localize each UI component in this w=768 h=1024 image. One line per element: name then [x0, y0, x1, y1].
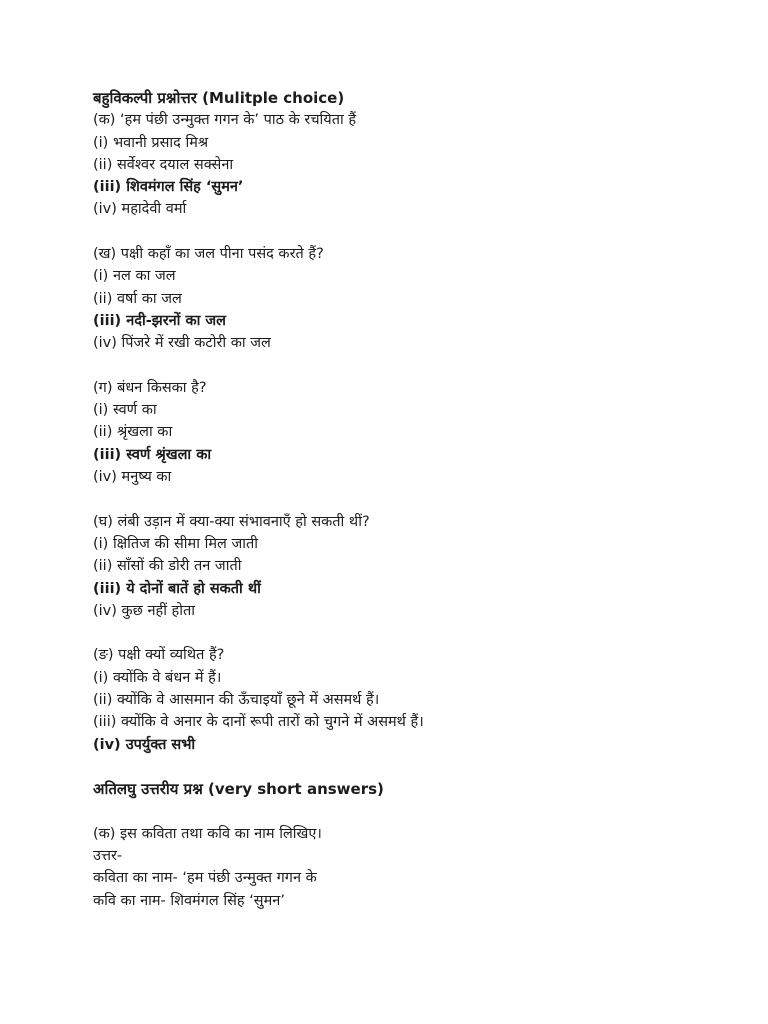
option: (iv) मनुष्य का [93, 469, 172, 486]
option: (iv) कुछ नहीं होता [93, 602, 196, 619]
option: (i) भवानी प्रसाद मिश्र [93, 134, 209, 151]
correct-option: (iii) स्वर्ण श्रृंखला का [93, 446, 212, 463]
option: (ii) श्रृंखला का [93, 424, 173, 441]
question-block [93, 377, 733, 488]
document-page [93, 87, 733, 912]
spacer [93, 756, 733, 778]
short-answer-heading: अतिलघु उत्तरीय प्रश्न (very short answers) [93, 780, 384, 799]
answer-line: कवि का नाम- शिवमंगल सिंह ‘सुमन’ [93, 892, 285, 909]
option: (iv) महादेवी वर्मा [93, 201, 187, 218]
question-block [93, 644, 733, 755]
correct-option: (iii) नदी-झरनों का जल [93, 312, 227, 329]
answer-line: कविता का नाम- ‘हम पंछी उन्मुक्त गगन के [93, 870, 317, 887]
spacer [93, 801, 733, 823]
option: (i) नल का जल [93, 268, 176, 285]
short-question-block [93, 823, 733, 912]
option: (ii) क्योंकि वे आसमान की ऊँचाइयाँ छूने में असमर्थ हैं। [93, 692, 380, 709]
question-text: (ख) पक्षी कहाँ का जल पीना पसंद करते हैं? [93, 246, 324, 263]
correct-option: (iii) ये दोनों बातें हो सकती थीं [93, 580, 261, 597]
option: (ii) साँसों की डोरी तन जाती [93, 558, 242, 575]
short-question-text: (क) इस कविता तथा कवि का नाम लिखिए। [93, 825, 322, 842]
correct-option: (iii) शिवमंगल सिंह ‘सुमन’ [93, 179, 244, 196]
spacer [93, 488, 733, 510]
option: (i) क्षितिज की सीमा मिल जाती [93, 535, 258, 552]
mcq-heading: बहुविकल्पी प्रश्नोत्तर (Mulitple choice) [93, 89, 345, 107]
question-text: (क) ‘हम पंछी उन्मुक्त गगन के’ पाठ के रचयिता हैं [93, 112, 357, 129]
spacer [93, 221, 733, 243]
correct-option: (iv) उपर्युक्त सभी [93, 736, 196, 753]
option: (iii) क्योंकि वे अनार के दानों रूपी तारों को चुगने में असमर्थ हैं। [93, 714, 424, 731]
question-block [93, 511, 733, 622]
answer-label: उत्तर- [93, 848, 123, 865]
option: (i) क्योंकि वे बंधन में हैं। [93, 669, 222, 686]
question-text: (घ) लंबी उड़ान में क्या-क्या संभावनाएँ हो सकती थीं? [93, 513, 370, 530]
question-text: (ग) बंधन किसका है? [93, 379, 207, 396]
question-block [93, 243, 733, 354]
spacer [93, 355, 733, 377]
spacer [93, 622, 733, 644]
question-text: (ङ) पक्षी क्यों व्यथित हैं? [93, 647, 225, 664]
option: (ii) वर्षा का जल [93, 290, 182, 307]
question-block [93, 109, 733, 220]
option: (iv) पिंजरे में रखी कटोरी का जल [93, 335, 271, 352]
option: (i) स्वर्ण का [93, 402, 157, 419]
option: (ii) सर्वेश्वर दयाल सक्सेना [93, 156, 234, 173]
